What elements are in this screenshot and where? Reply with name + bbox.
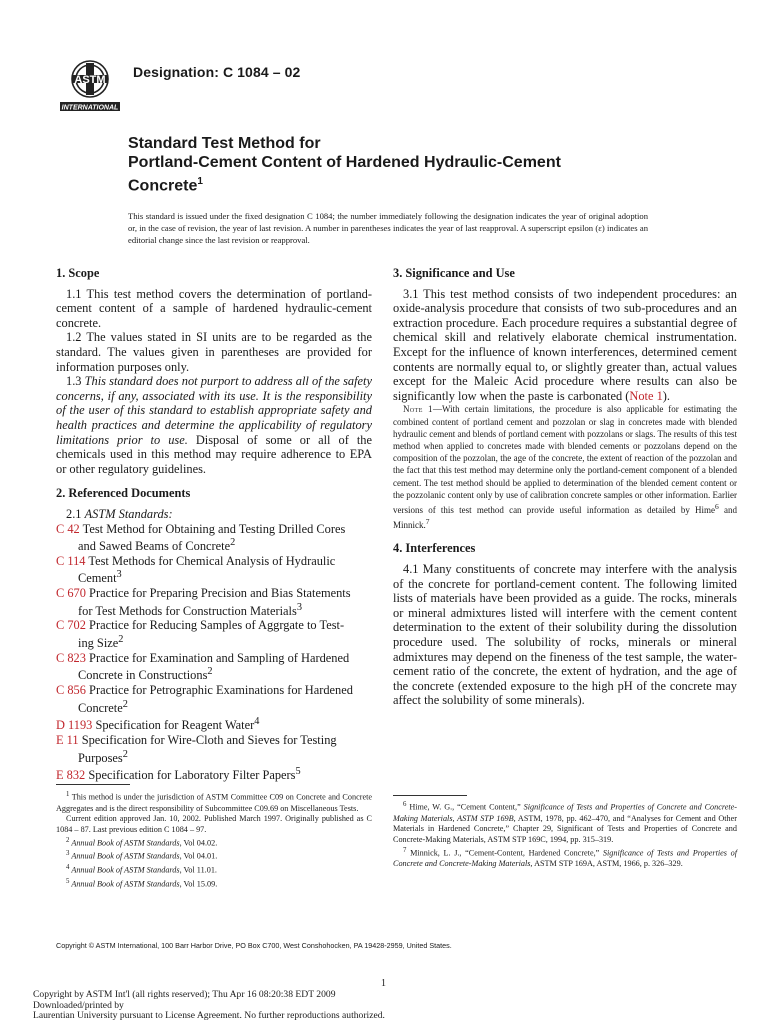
copyright-line: Copyright © ASTM International, 100 Barr Harbor Drive, PO Box C700, West Conshohocken, PA 19428-2959, United States.	[56, 941, 452, 950]
referenced-intro-num: 2.1	[66, 506, 85, 521]
standard-link-e832[interactable]: E 832	[56, 768, 86, 783]
referenced-item	[56, 733, 372, 765]
issued-notice: This standard is issued under the fixed designation C 1084; the number immediately following the designation indicates the year of original adoption or, in the case of revision, the year of last revision. A number in parentheses indicates the year of last reapproval. A superscript epsilon (ε) indicates an editorial change since the last revision or reapproval.	[128, 211, 648, 245]
standard-title-cont-text: Concrete	[78, 700, 123, 715]
standard-title-cont-text: ing Size	[78, 636, 119, 651]
right-column	[393, 266, 737, 708]
footnote-5	[56, 877, 372, 891]
footnote-4-marker: 4	[66, 863, 70, 871]
footnote-3	[56, 849, 372, 863]
footnote-7-rest: , ASTM STP 169A, ASTM, 1966, p. 326–329.	[530, 859, 683, 869]
footnote-5-marker: 5	[66, 877, 70, 885]
footnote-ref[interactable]: 3	[296, 601, 302, 613]
scope-para-1-2: 1.2 The values stated in SI units are to be regarded as the standard. The values given in parentheses are provided for information purposes only.	[56, 330, 372, 374]
standard-title-cont	[56, 536, 372, 554]
footnote-5-vol: , Vol 15.09.	[179, 879, 218, 889]
footnote-7-marker: 7	[403, 846, 407, 854]
note-1-link[interactable]: Note 1	[629, 388, 663, 403]
scope-para-1-3	[56, 374, 372, 476]
standard-title-cont-text: for Test Methods for Construction Materials	[78, 603, 297, 618]
standard-title-cont	[56, 748, 372, 766]
title-line-2: Portland-Cement Content of Hardened Hydraulic-Cement	[128, 154, 561, 171]
footnotes-right	[393, 800, 737, 870]
significance-para-3-1	[393, 287, 737, 404]
document-title	[128, 134, 648, 195]
footnote-1	[56, 790, 372, 814]
section-scope-heading: 1. Scope	[56, 266, 100, 280]
footnote-6-marker: 6	[403, 801, 407, 808]
referenced-item	[56, 554, 372, 586]
standard-link-c670[interactable]: C 670	[56, 586, 86, 601]
standard-title: Practice for Petrographic Examinations for Hardened	[85, 683, 353, 698]
referenced-item	[56, 522, 372, 554]
referenced-item	[56, 586, 372, 618]
standard-link-e11[interactable]: E 11	[56, 733, 79, 748]
section-interferences-heading: 4. Interferences	[393, 541, 476, 556]
footnote-ref[interactable]: 2	[122, 748, 128, 760]
standard-title: Test Method for Obtaining and Testing Drilled Cores	[79, 521, 346, 536]
footnote-3-vol: , Vol 04.01.	[179, 852, 218, 862]
footnotes-left	[56, 790, 372, 890]
download-line-3: Laurentian University pursuant to License Agreement. No further reproductions authorized.	[33, 1010, 385, 1022]
footnote-ref[interactable]: 2	[207, 666, 213, 678]
section-referenced-heading: 2. Referenced Documents	[56, 486, 191, 501]
footnote-6-source: Significance of Tests and Properties of Concrete and Concrete-Making Materials, ASTM STP 169B	[393, 802, 737, 823]
footnote-5-book: Annual Book of ASTM Standards	[69, 879, 180, 889]
standard-link-c702[interactable]: C 702	[56, 618, 86, 633]
referenced-list	[56, 522, 372, 784]
footnote-2-book: Annual Book of ASTM Standards	[69, 838, 180, 848]
standard-title-cont	[56, 568, 372, 586]
footnote-4-book: Annual Book of ASTM Standards	[69, 865, 180, 875]
referenced-intro	[56, 507, 372, 522]
download-line-2: Downloaded/printed by	[33, 999, 124, 1011]
astm-logo	[58, 55, 122, 115]
standard-title-cont	[56, 633, 372, 651]
footnote-ref[interactable]: 4	[254, 716, 260, 728]
scope-para-1-3-rest: Disposal of some or all of the chemicals used in this method may require adherence to EPA or other regulatory guidelines.	[56, 432, 372, 476]
referenced-intro-text: ASTM Standards:	[84, 506, 173, 521]
referenced-item	[56, 683, 372, 715]
title-line-3	[128, 172, 648, 195]
safety-caveat: This standard does not purport to address all of the safety concerns, if any, associated with its use. It is the responsibility of the user of this standard to establish appropriate safety and health practices and determine the applicability of regulatory limitations prior to use.	[56, 374, 372, 447]
note-1-text: —With certain limitations, the procedure is also applicable for estimating the combined content of portland cement and pozzolan or slag in concretes made with blended hydraulic cement and blends of portland cement with pozzolans or slags. The results of this test method when applied to concretes made with blended cements or pozzolans depend on the composition of the pozzolan, the age of the concrete, the extent of reaction of the pozzolan and the fact that this test method may determine only the portland-cement component of a blended cement. The test method should be applied to determination of the blended cement content or the pozzolanic content only by use of calibration concrete samples or other information. Earlier versions of this test method can provide useful information as detailed by Hime	[393, 404, 737, 515]
standard-title-cont-text: and Sawed Beams of Concrete	[78, 539, 231, 554]
page-number: 1	[381, 978, 386, 989]
standard-title: Practice for Preparing Precision and Bias Statements	[85, 586, 351, 601]
interferences-para-4-1: 4.1 Many constituents of concrete may interfere with the analysis of the concrete for portland-cement content. The following limited lists of materials have been provided as a guide. The rocks, minerals or mineral admixtures listed will interfere with the cement content determination to the extent of their solubility during the dissolution procedure used. The solubility of rocks, minerals or mineral admixtures may depend on the fineness of the test sample, the water-cement ratio of the concrete, the extent of hydration, and the age of the concrete (extended exposure to the high pH of the concrete may affect the solubility of some minerals).	[393, 561, 737, 708]
standard-title-cont-text: Concrete in Constructions	[78, 668, 208, 683]
footnote-ref[interactable]: 2	[230, 537, 236, 549]
footnote-ref-6[interactable]: 6	[715, 501, 719, 511]
footnote-7	[393, 846, 737, 870]
standard-link-c42[interactable]: C 42	[56, 521, 80, 536]
standard-title: Specification for Reagent Water	[92, 718, 255, 733]
footnote-2-marker: 2	[66, 836, 70, 844]
left-column	[56, 266, 372, 783]
footnote-7-author: Minnick, L. J., “Cement-Content, Hardened Concrete,”	[406, 848, 603, 858]
footnote-ref[interactable]: 3	[116, 569, 122, 581]
standard-title: Specification for Wire-Cloth and Sieves for Testing	[78, 733, 337, 748]
note-1	[393, 403, 737, 531]
standard-title: Practice for Examination and Sampling of Hardened	[85, 650, 350, 665]
footnote-1-text: This method is under the jurisdiction of ASTM Committee C09 on Concrete and Concrete Aggregates and is the direct responsibility of Subcommittee C09.69 on Miscellaneous Tests.	[56, 792, 372, 813]
standard-title-cont	[56, 698, 372, 716]
download-notice	[33, 990, 385, 1022]
standard-title-cont-text: Purposes	[78, 750, 123, 765]
referenced-item	[56, 765, 372, 783]
title-footnote-ref[interactable]: 1	[197, 176, 203, 187]
standard-link-c114[interactable]: C 114	[56, 553, 86, 568]
footnote-ref[interactable]: 2	[118, 634, 124, 646]
logo-text: ASTM	[74, 74, 106, 86]
scope-para-1-1: 1.1 This test method covers the determination of portland-cement content of a sample of hardened hydraulic-cement concrete.	[56, 286, 372, 330]
designation: Designation: C 1084 – 02	[133, 64, 301, 80]
footnote-6	[393, 800, 737, 846]
note-1-label: Note 1	[403, 404, 433, 415]
footnote-4-vol: , Vol 11.01.	[179, 865, 217, 875]
footnote-rule-left	[56, 784, 130, 785]
footnote-3-book: Annual Book of ASTM Standards	[69, 852, 180, 862]
standard-title-cont	[56, 665, 372, 683]
section-significance-heading: 3. Significance and Use	[393, 266, 515, 280]
title-line-1: Standard Test Method for	[128, 135, 321, 152]
footnote-4	[56, 863, 372, 877]
scope-para-1-3-num: 1.3	[66, 374, 85, 389]
footnote-7-source: Significance of Tests and Properties of Concrete and Concrete-Making Materials	[393, 848, 737, 869]
standard-link-d1193[interactable]: D 1193	[56, 718, 93, 733]
footnote-rule-right	[393, 795, 467, 796]
logo-sub-text: INTERNATIONAL	[61, 104, 119, 112]
referenced-item	[56, 618, 372, 650]
footnote-ref[interactable]: 5	[295, 766, 301, 778]
footnote-ref[interactable]: 2	[122, 698, 128, 710]
standard-link-c856[interactable]: C 856	[56, 683, 86, 698]
title-line-3-text: Concrete	[128, 177, 198, 195]
standard-title: Test Methods for Chemical Analysis of Hydraulic	[85, 553, 336, 568]
note-1-mid: and Minnick.	[393, 504, 738, 531]
significance-text-end: ).	[662, 388, 671, 403]
footnote-6-rest: , ASTM, 1978, pp. 462–470, and “Analyses for Cement and Other Materials in Hardened Concrete,” Chapter 29, Significant of Tests and Properties of Concrete and Concrete-Making Materials, ASTM STP 169C, 1994, pp. 315–319.	[393, 813, 737, 845]
standard-title: Specification for Laboratory Filter Papers	[85, 768, 296, 783]
standard-title-cont-text: Cement	[78, 571, 117, 586]
referenced-item	[56, 651, 372, 683]
footnote-1-marker: 1	[66, 791, 70, 798]
footnote-ref-7[interactable]: 7	[425, 517, 430, 527]
standard-link-c823[interactable]: C 823	[56, 650, 86, 665]
footnote-3-marker: 3	[66, 850, 70, 858]
footnote-2	[56, 836, 372, 850]
significance-text: 3.1 This test method consists of two independent procedures: an oxide-analysis procedure that consists of two sub-procedures and an extraction procedure. Each procedure requires a substantial degree of chemical skill and relatively elaborate chemical instrumentation. Except for the influence of known interferences, determined cement contents are normally equal to, or slightly greater than, actual values except for the Maleic Acid procedure where results can also be significantly low when the paste is carbonated (	[393, 286, 737, 403]
standard-title: Practice for Reducing Samples of Aggrgate to Test-	[85, 618, 345, 633]
footnote-6-author: Hime, W. G., “Cement Content,”	[406, 802, 524, 812]
footnote-1b: Current edition approved Jan. 10, 2002. Published March 1997. Originally published as C 1084 – 87. Last previous edition C 1084 – 97.	[56, 814, 372, 835]
standard-title-cont	[56, 601, 372, 619]
download-line-1: Copyright by ASTM Int'l (all rights reserved); Thu Apr 16 08:20:38 EDT 2009	[33, 989, 336, 1000]
footnote-2-vol: , Vol 04.02.	[179, 838, 218, 848]
referenced-item	[56, 715, 372, 733]
